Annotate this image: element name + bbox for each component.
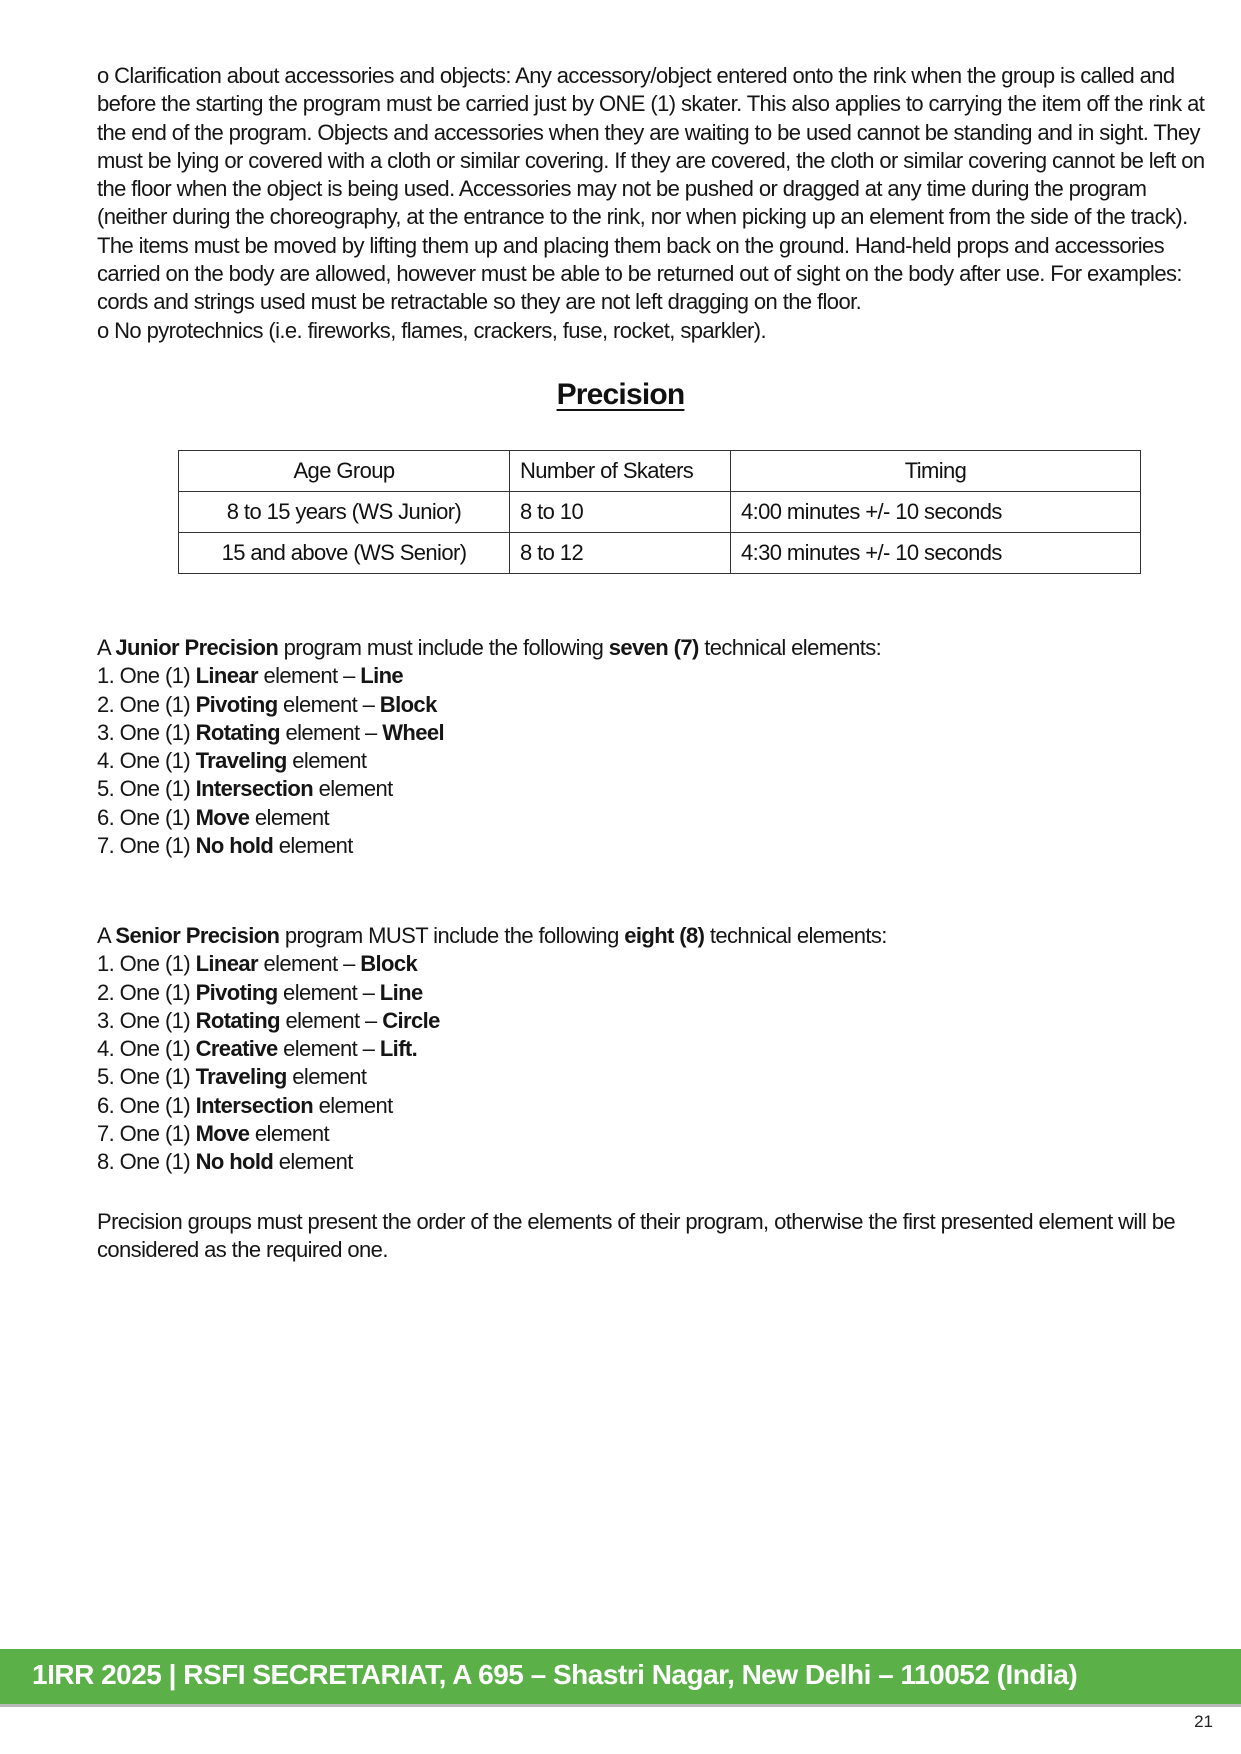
- table-header-timing: Timing: [731, 451, 1141, 492]
- table-header-age-group: Age Group: [179, 451, 510, 492]
- senior-intro: A Senior Precision program MUST include the following eight (8) technical elements:: [97, 923, 887, 948]
- junior-intro: A Junior Precision program must include the following seven (7) technical elements:: [97, 635, 882, 660]
- table-cell-timing: 4:00 minutes +/- 10 seconds: [731, 492, 1141, 533]
- closing-paragraph: Precision groups must present the order of the elements of their program, otherwise the first presented element will be considered as the required one.: [97, 1209, 1176, 1263]
- list-item: 1. One (1) Linear element – Block: [97, 951, 418, 977]
- table-row: [179, 533, 1141, 574]
- list-item: 6. One (1) Intersection element: [97, 1092, 393, 1118]
- accessories-clarification: [97, 62, 1217, 345]
- list-item: 8. One (1) No hold element: [97, 1149, 353, 1175]
- list-item: 4. One (1) Creative element – Lift.: [97, 1036, 418, 1062]
- page-number: 21: [1194, 1712, 1213, 1731]
- table-cell-age-group: 15 and above (WS Senior): [179, 533, 510, 574]
- list-item: 2. One (1) Pivoting element – Block: [97, 691, 437, 717]
- section-title-text: Precision: [556, 378, 685, 411]
- list-item: 3. One (1) Rotating element – Wheel: [97, 719, 445, 745]
- junior-requirements: [97, 634, 1217, 860]
- table-header-number-of-skaters: Number of Skaters: [510, 451, 731, 492]
- list-item: 5. One (1) Traveling element: [97, 1064, 367, 1090]
- closing-note: [97, 1208, 1217, 1265]
- senior-requirements: [97, 922, 1217, 1177]
- table-cell-skaters: 8 to 12: [510, 533, 731, 574]
- list-item: 3. One (1) Rotating element – Circle: [97, 1007, 440, 1033]
- table-cell-age-group: 8 to 15 years (WS Junior): [179, 492, 510, 533]
- footer-text: 1IRR 2025 | RSFI SECRETARIAT, A 695 – Shastri Nagar, New Delhi – 110052 (India): [32, 1659, 1078, 1690]
- list-item: 6. One (1) Move element: [97, 804, 329, 830]
- list-item: 1. One (1) Linear element – Line: [97, 663, 404, 689]
- accessories-paragraph: o Clarification about accessories and objects: Any accessory/object entered onto the rink when the group is called and before the starting the program must be carried just by ONE (1) skater. This also applies to carrying the item off the rink at the end of the program. Objects and accessories when they are waiting to be used cannot be standing and in sight. They must be lying or covered with a cloth or similar covering. If they are covered, the cloth or similar covering cannot be left on the floor when the object is being used. Accessories may not be pushed or dragged at any time during the program (neither during the choreography, at the entrance to the rink, nor when picking up an element from the side of the track). The items must be moved by lifting them up and placing them back on the ground. Hand-held props and accessories carried on the body are allowed, however must be able to be returned out of sight on the body after use. For examples: cords and strings used must be retractable so they are not left dragging on the floor.: [97, 63, 1205, 315]
- precision-table: [178, 450, 1141, 574]
- list-item: 2. One (1) Pivoting element – Line: [97, 979, 423, 1005]
- table-header-row: [179, 451, 1141, 492]
- footer-band: [0, 1649, 1241, 1707]
- pyrotechnics-paragraph: o No pyrotechnics (i.e. fireworks, flames, crackers, fuse, rocket, sparkler).: [97, 317, 767, 343]
- list-item: 4. One (1) Traveling element: [97, 748, 367, 774]
- table-row: [179, 492, 1141, 533]
- list-item: 7. One (1) No hold element: [97, 833, 353, 859]
- table-cell-skaters: 8 to 10: [510, 492, 731, 533]
- list-item: 5. One (1) Intersection element: [97, 776, 393, 802]
- list-item: 7. One (1) Move element: [97, 1121, 329, 1147]
- section-title: [0, 378, 1241, 412]
- table-cell-timing: 4:30 minutes +/- 10 seconds: [731, 533, 1141, 574]
